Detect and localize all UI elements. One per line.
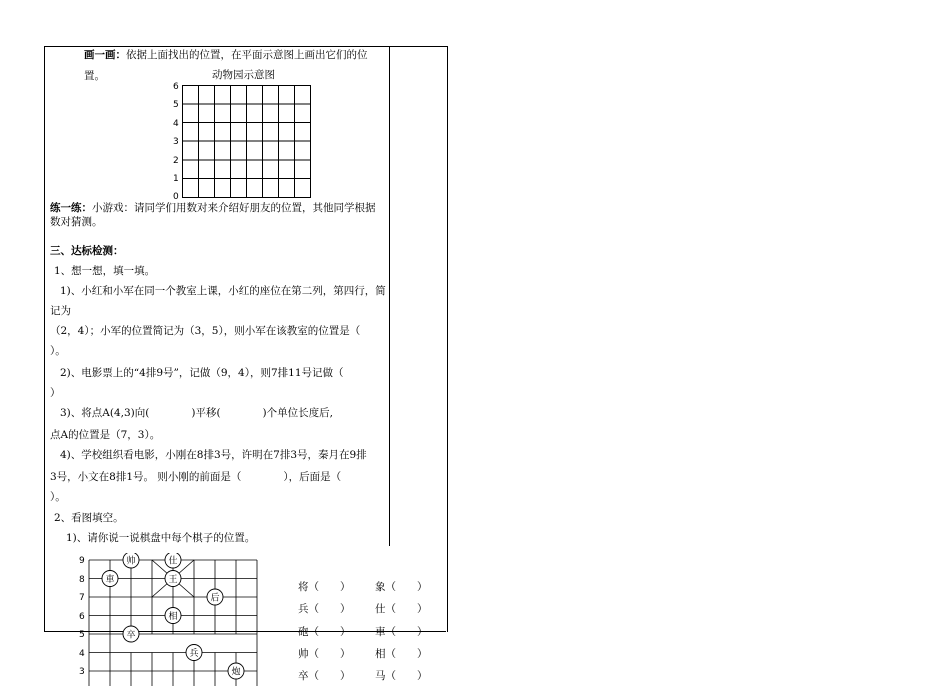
chess-piece bbox=[228, 663, 244, 679]
chess-piece-label: 王 bbox=[168, 575, 178, 585]
zoo-y-tick: 5 bbox=[173, 100, 179, 110]
chess-piece bbox=[165, 608, 181, 624]
chess-y-tick: 3 bbox=[79, 667, 85, 677]
chess-piece-label: 卒 bbox=[126, 630, 136, 641]
q1-1-line-b: 记为 bbox=[50, 305, 71, 317]
q1-3-line-b: 点A的位置是（7，3）。 bbox=[50, 429, 161, 441]
q1-2-line-b: ） bbox=[50, 387, 61, 399]
chess-y-tick: 4 bbox=[79, 649, 85, 659]
draw-line1: 依据上面找出的位置，在平面示意图上画出它们的位 bbox=[126, 49, 368, 61]
chess-piece bbox=[123, 553, 139, 568]
chess-piece-label: 仕 bbox=[168, 556, 178, 567]
zoo-y-tick: 3 bbox=[173, 137, 179, 147]
chess-piece-label: 相 bbox=[168, 612, 178, 622]
blank-right-3: 車（ ） bbox=[375, 626, 428, 638]
section3-title: 三、达标检测： bbox=[50, 245, 124, 257]
q1-4-line-c: ）。 bbox=[50, 491, 66, 503]
q1-1-line-c: （2，4）；小军的位置简记为（3，5），则小军在该教室的位置是（ bbox=[50, 325, 361, 337]
blank-right-5: 马（ ） bbox=[375, 670, 428, 682]
chess-piece-label: 后 bbox=[210, 593, 220, 604]
chess-y-tick: 6 bbox=[79, 612, 85, 622]
q1-4-line-a: 4)、学校组织看电影，小刚在8排3号，许明在7排3号，秦月在9排 bbox=[60, 449, 367, 461]
practice-line2: 数对猜测。 bbox=[50, 216, 103, 228]
zoo-y-tick: 6 bbox=[173, 82, 179, 92]
q1-4-line-b: 3号，小文在8排1号。 则小刚的前面是（ ），后面是（ bbox=[50, 471, 342, 483]
zoo-grid-chart bbox=[170, 82, 320, 202]
chess-y-tick: 9 bbox=[79, 556, 85, 566]
draw-paragraph bbox=[84, 48, 368, 62]
zoo-chart-title: 动物园示意图 bbox=[212, 69, 275, 81]
chess-piece-label: 車 bbox=[105, 575, 115, 585]
question-2: 2、看图填空。 bbox=[54, 512, 124, 524]
chess-piece bbox=[102, 571, 118, 587]
blank-right-4: 相（ ） bbox=[375, 648, 428, 660]
chess-piece bbox=[165, 571, 181, 587]
blank-left-5: 卒（ ） bbox=[298, 670, 351, 682]
q1-3-line-a: 3)、将点A(4,3)向( )平移( )个单位长度后, bbox=[60, 407, 333, 419]
chess-board bbox=[76, 553, 266, 686]
column-divider bbox=[389, 46, 390, 546]
chess-piece bbox=[123, 626, 139, 642]
practice-paragraph bbox=[50, 201, 376, 215]
blank-right-1: 象（ ） bbox=[375, 581, 428, 593]
draw-label: 画一画： bbox=[84, 49, 126, 61]
chess-piece bbox=[207, 589, 223, 605]
blank-left-4: 帅（ ） bbox=[298, 648, 351, 660]
chess-y-tick: 5 bbox=[79, 630, 85, 640]
zoo-grid bbox=[183, 86, 311, 198]
question-1: 1、想一想，填一填。 bbox=[54, 265, 156, 277]
draw-line2: 置。 bbox=[84, 70, 105, 82]
q2-1: 1)、请你说一说棋盘中每个棋子的位置。 bbox=[66, 532, 256, 544]
q1-1-line-d: ）。 bbox=[50, 345, 66, 357]
blank-left-2: 兵（ ） bbox=[298, 603, 351, 615]
zoo-y-tick: 2 bbox=[173, 156, 179, 166]
chess-y-tick: 7 bbox=[79, 593, 85, 603]
practice-line1: 小游戏：请同学们用数对来介绍好朋友的位置，其他同学根据 bbox=[92, 202, 376, 214]
q1-2-line-a: 2)、电影票上的“4排9号”，记做（9，4），则7排11号记做（ bbox=[60, 367, 344, 379]
practice-label: 练一练： bbox=[50, 202, 92, 214]
blank-left-1: 将（ ） bbox=[298, 581, 351, 593]
blank-left-3: 砲（ ） bbox=[298, 626, 351, 638]
zoo-y-tick: 4 bbox=[173, 119, 179, 129]
chess-piece bbox=[186, 645, 202, 661]
q1-1-line-a: 1)、小红和小军在同一个教室上课，小红的座位在第二列，第四行，简 bbox=[60, 285, 386, 297]
chess-piece-label: 兵 bbox=[189, 649, 199, 659]
blank-right-2: 仕（ ） bbox=[375, 603, 428, 615]
chess-piece bbox=[165, 553, 181, 568]
chess-y-tick: 8 bbox=[79, 575, 85, 585]
chess-piece-label: 帅 bbox=[126, 556, 136, 567]
chess-piece-label: 炮 bbox=[231, 667, 241, 678]
zoo-y-tick: 1 bbox=[173, 174, 179, 184]
zoo-y-tick: 0 bbox=[173, 192, 179, 202]
